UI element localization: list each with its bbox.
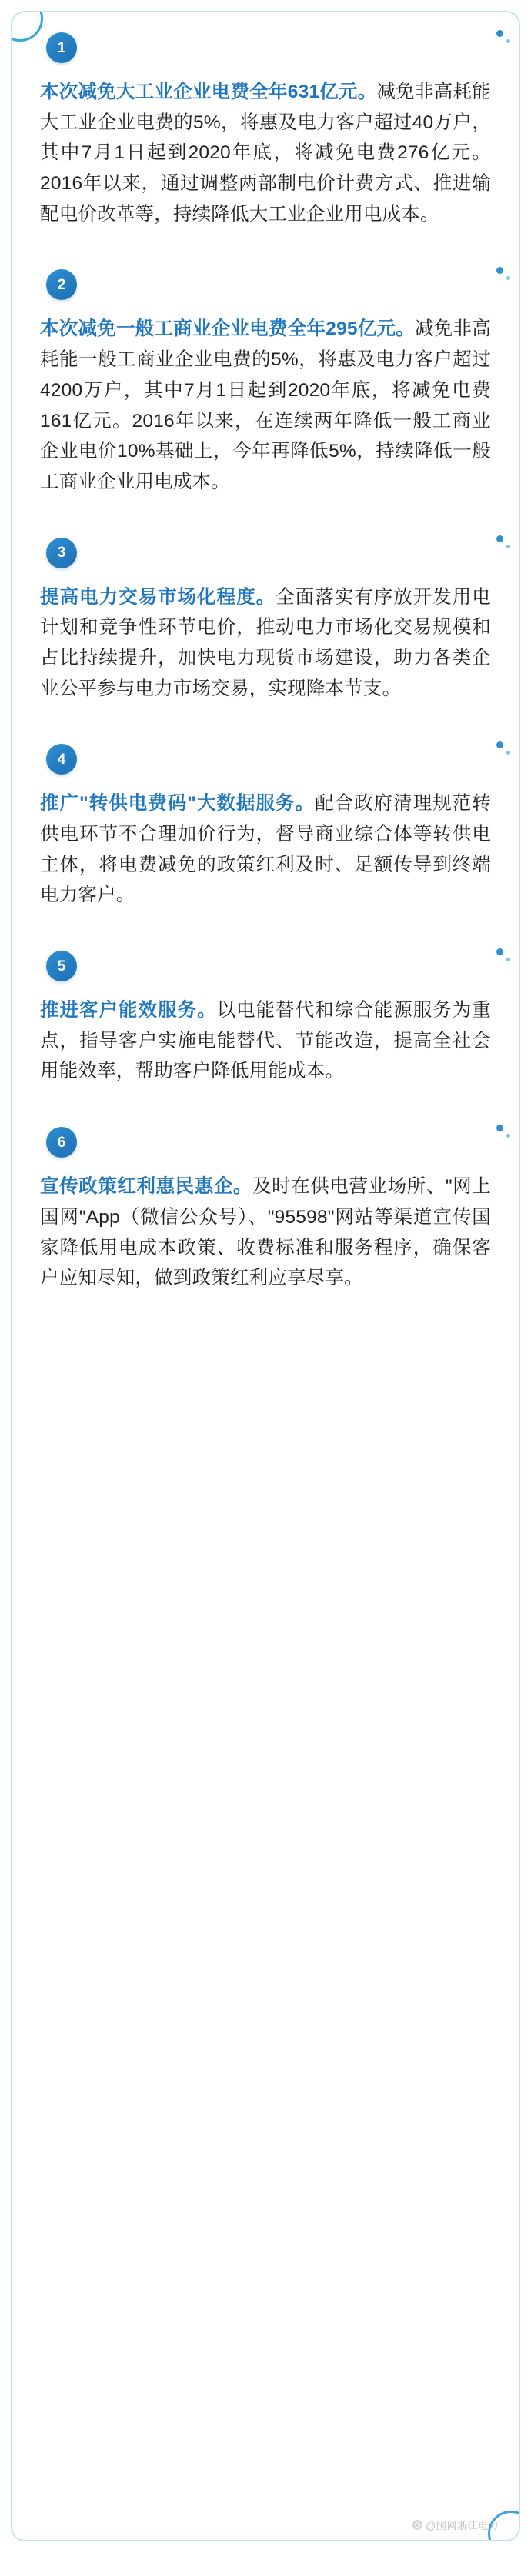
- item-number-wrap: [38, 538, 493, 573]
- item-number-wrap: [38, 32, 493, 68]
- badge-dot-icon: [496, 535, 503, 542]
- item-paragraph: [38, 582, 493, 705]
- item-number-wrap: [38, 1127, 493, 1162]
- badge-dot-small-icon: [506, 958, 510, 961]
- item-paragraph: [38, 1171, 493, 1294]
- list-item: [38, 538, 493, 745]
- item-lead-text: 本次减免大工业企业电费全年631亿元。: [40, 82, 377, 102]
- watermark-logo-icon: [412, 2520, 422, 2530]
- item-number-badge: 3: [46, 538, 77, 568]
- item-lead-text: 宣传政策红利惠民惠企。: [40, 1176, 253, 1198]
- item-number-badge: 1: [46, 32, 77, 63]
- watermark: [412, 2518, 499, 2532]
- badge-dot-small-icon: [506, 545, 510, 548]
- badge-dot-small-icon: [506, 39, 510, 43]
- item-number-wrap: [38, 269, 493, 305]
- badge-dot-small-icon: [506, 1134, 510, 1138]
- item-paragraph: [38, 788, 493, 911]
- badge-dot-icon: [496, 30, 503, 37]
- item-lead-text: 推广"转供电费码"大数据服务。: [40, 793, 316, 815]
- badge-dot-icon: [496, 741, 503, 748]
- item-body-text: 减免非高耗能大工业企业电费的5%，将惠及电力客户超过40万户，其中7月1日起到2020年底，将减免电费276亿元。2016年以来，通过调整两部制电价计费方式、推进输配电价改革等，持续降低大工业企业用电成本。: [40, 82, 491, 225]
- item-number-wrap: [38, 744, 493, 779]
- list-item: [38, 32, 493, 269]
- item-paragraph: [38, 77, 493, 229]
- list-item: [38, 1127, 493, 1334]
- item-body-text: 配合政府清理规范转供电环节不合理加价行为，督导商业综合体等转供电主体，将电费减免的政策红利及时、足额传导到终端电力客户。: [40, 793, 491, 906]
- item-paragraph: [38, 314, 493, 497]
- badge-dot-icon: [496, 267, 503, 274]
- list-item: [38, 744, 493, 951]
- badge-dot-icon: [496, 1125, 503, 1131]
- item-body-text: 以电能替代和综合能源服务为重点，指导客户实施电能替代、节能改造，提高全社会用能效率，帮助客户降低用能成本。: [40, 1000, 491, 1082]
- item-paragraph: [38, 995, 493, 1087]
- item-body-text: 减免非高耗能一般工商业企业电费的5%，将惠及电力客户超过4200万户，其中7月1日起到2020年底，将减免电费161亿元。2016年以来，在连续两年降低一般工商业企业电价10%基础上，今年再降低5%，持续降低一般工商业企业用电成本。: [40, 318, 491, 492]
- watermark-text: @国网浙江电力: [426, 2520, 499, 2531]
- item-number-badge: 2: [46, 269, 77, 300]
- list-item: [38, 269, 493, 537]
- badge-dot-icon: [496, 948, 503, 955]
- item-number-wrap: [38, 951, 493, 986]
- list-item: [38, 951, 493, 1127]
- item-number-badge: 6: [46, 1127, 77, 1158]
- item-number-badge: 5: [46, 951, 77, 981]
- item-lead-text: 提高电力交易市场化程度。: [40, 586, 276, 608]
- badge-dot-small-icon: [506, 276, 510, 280]
- content-card: [11, 11, 520, 2541]
- item-number-badge: 4: [46, 744, 77, 775]
- item-lead-text: 本次减免一般工商业企业电费全年295亿元。: [40, 318, 416, 340]
- badge-dot-small-icon: [506, 751, 510, 755]
- item-lead-text: 推进客户能效服务。: [40, 1000, 217, 1021]
- item-body-text: 全面落实有序放开发用电计划和竞争性环节电价，推动电力市场化交易规模和占比持续提升，加快电力现货市场建设，助力各类企业公平参与电力市场交易，实现降本节支。: [40, 586, 492, 699]
- item-body-text: 及时在供电营业场所、"网上国网"App（微信公众号）、"95598"网站等渠道宣传国家降低用电成本政策、收费标准和服务程序，确保客户应知尽知，做到政策红利应享尽享。: [40, 1176, 492, 1289]
